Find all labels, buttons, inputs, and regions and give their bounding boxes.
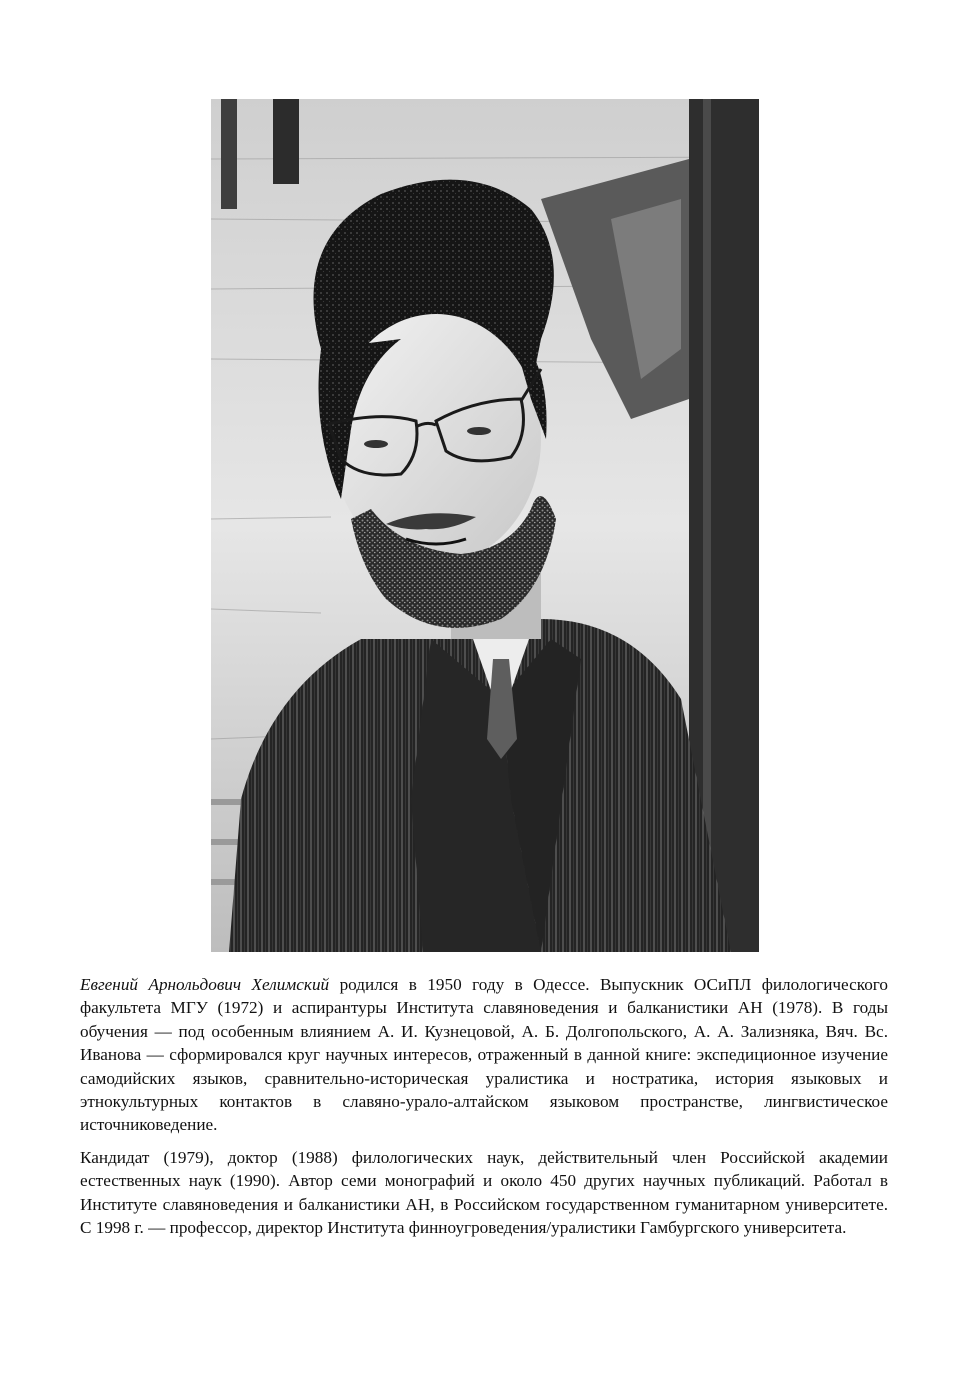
biography-paragraph-2: Кандидат (1979), доктор (1988) филологических наук, действительный член Российской академии естественных наук (1990). Автор семи монографий и около 450 других научных публикаций. Работал в Институте славяноведения и балканистики АН, в Российском государственном гуманитарном университете. С 1998 г. — профессор, директор Института финноугроведения/уралистики Гамбургского университета. bbox=[80, 1147, 888, 1238]
portrait-image bbox=[211, 99, 759, 952]
biography-paragraph-1-text: родился в 1950 году в Одессе. Выпускник ОСиПЛ филологического факультета МГУ (1972) и аспирантуры Института славяноведения и балканистики АН (1978). В годы обучения — под особенным влиянием А. И. Кузнецовой, А. Б. Долгопольского, А. А. Зализняка, Вяч. Вс. Иванова — сформировался круг научных интересов, отраженный в данной книге: экспедиционное изучение самодийских языков, сравнительно-историческая уралистика и ностратика, история языковых и этнокультурных контактов в славяно-урало-алтайском языковом пространстве, лингвистическое источниковедение. bbox=[80, 975, 889, 1135]
biography-paragraph-1 bbox=[80, 973, 888, 1137]
author-biography bbox=[80, 973, 888, 1248]
author-name: Евгений Арнольдович Хелимский bbox=[80, 975, 330, 994]
author-portrait-photo bbox=[211, 99, 759, 952]
